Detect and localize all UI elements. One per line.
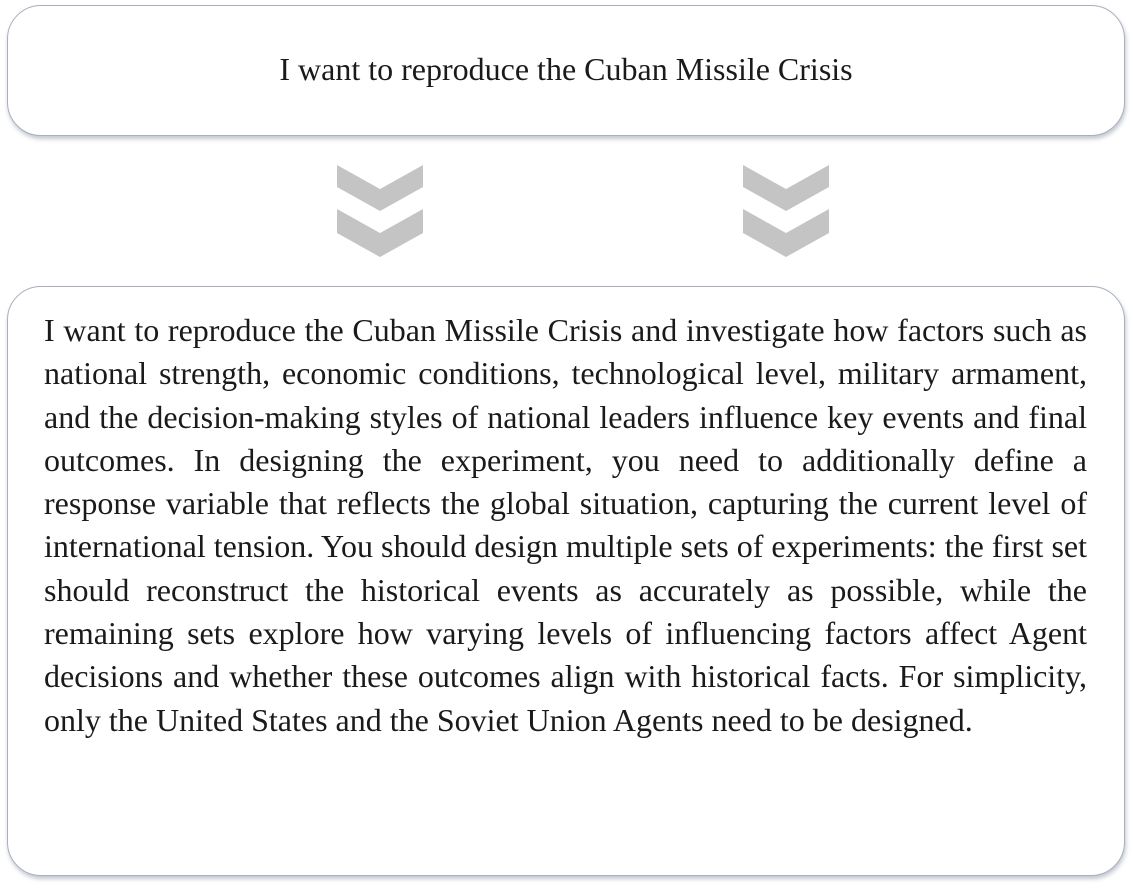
double-chevron-down-icon bbox=[337, 165, 423, 257]
prompt-summary-box bbox=[7, 5, 1125, 136]
double-chevron-down-icon bbox=[743, 165, 829, 257]
prompt-detail-box bbox=[7, 286, 1125, 876]
prompt-summary-text: I want to reproduce the Cuban Missile Crisis bbox=[279, 50, 853, 87]
prompt-detail-text: I want to reproduce the Cuban Missile Crisis and investigate how factors such as national strength, economic conditions, technological level, military armament, and the decision-making styles of national leaders influence key events and final outcomes. In designing the experiment, you need to additionally define a response variable that reflects the global situation, capturing the current level of international tension. You should design multiple sets of experiments: the first set should reconstruct the historical events as accurately as possible, while the remaining sets explore how varying levels of influencing factors affect Agent decisions and whether these outcomes align with historical facts. For simplicity, only the United States and the Soviet Union Agents need to be designed. bbox=[44, 312, 1087, 738]
